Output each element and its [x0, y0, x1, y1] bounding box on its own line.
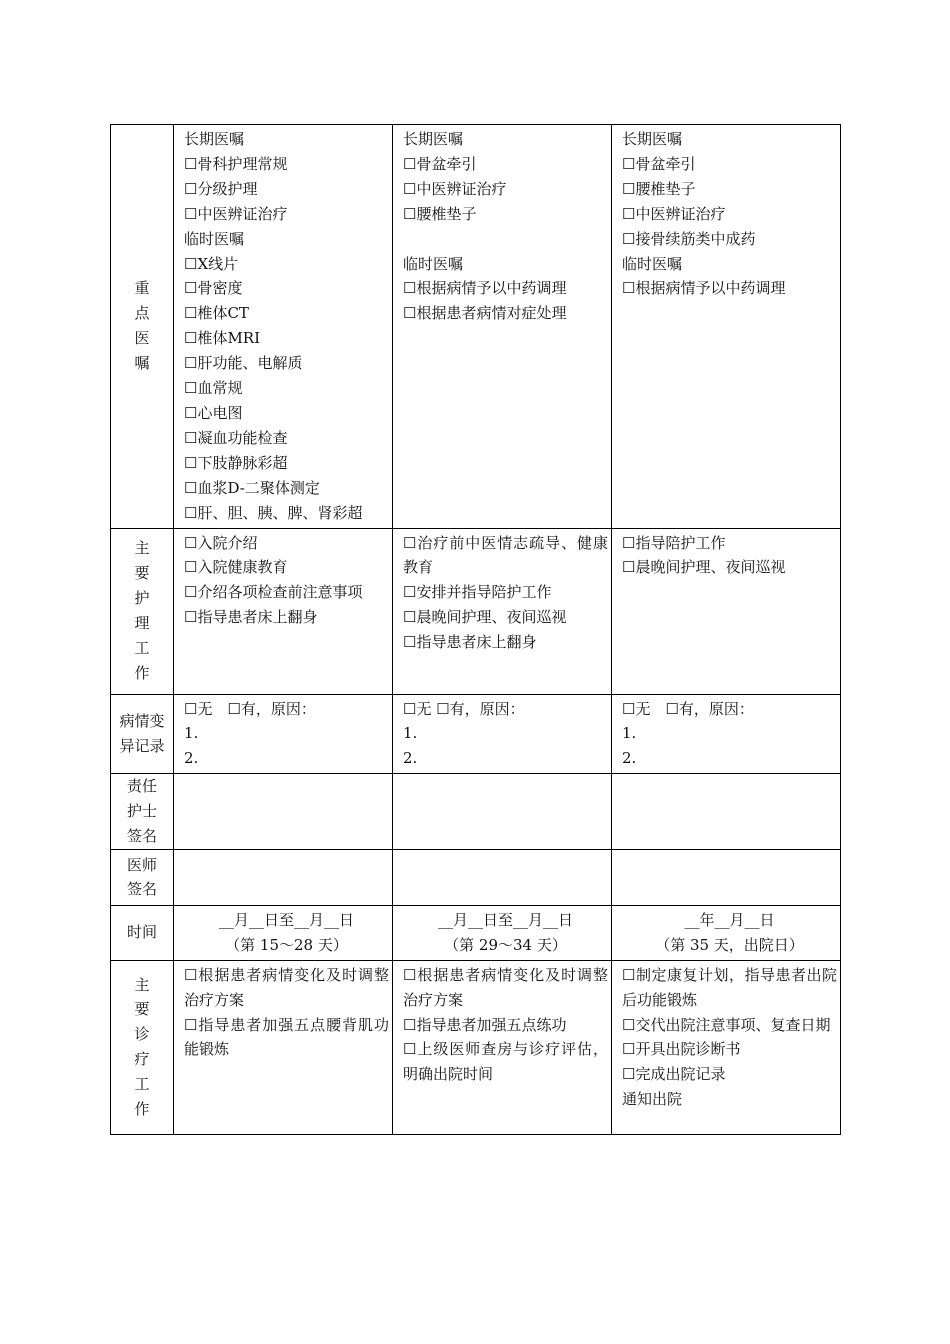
date-range[interactable]: __月__日至__月__日: [218, 910, 354, 929]
clinical-pathway-table: [110, 124, 841, 1135]
treatment-item[interactable]: ☐制定康复计划，指导患者出院后功能锻炼: [622, 965, 837, 1009]
nursing-day1-cell: [174, 528, 393, 694]
variance-choice[interactable]: ☐无 ☐有，原因：: [622, 699, 754, 718]
time-label-text: 时间: [126, 923, 157, 942]
variance-row-label: [111, 694, 174, 774]
variance-day2-cell: [393, 694, 612, 774]
order-item[interactable]: ☐骨科护理常规: [184, 154, 288, 173]
nursing-item[interactable]: ☐安排并指导陪护工作: [403, 583, 552, 602]
day-span: （第 29～34 天）: [444, 935, 567, 954]
nursing-item[interactable]: ☐治疗前中医情志疏导、健康教育: [403, 533, 608, 577]
order-item[interactable]: ☐中医辨证治疗: [184, 204, 288, 223]
order-item[interactable]: ☐椎体MRI: [184, 329, 261, 348]
order-item[interactable]: ☐中医辨证治疗: [403, 179, 507, 198]
order-item[interactable]: ☐血常规: [184, 379, 243, 398]
treatment-item[interactable]: ☐根据患者病情变化及时调整治疗方案: [403, 965, 608, 1009]
treatment-item[interactable]: ☐根据患者病情变化及时调整治疗方案: [184, 965, 389, 1009]
doctor-sign-label-text: 医师签名: [126, 855, 157, 899]
time-day2-cell: [393, 905, 612, 960]
nurse-sign-label: [111, 774, 174, 850]
order-item[interactable]: ☐接骨续筋类中成药: [622, 229, 756, 248]
doctor-signature-field[interactable]: [174, 849, 393, 905]
orders-row: [111, 125, 841, 529]
time-day1-cell: [174, 905, 393, 960]
order-item[interactable]: ☐根据病情予以中药调理: [622, 279, 786, 298]
nurse-sign-label-text: 责任护士签名: [126, 777, 157, 846]
day-span: （第 35 天，出院日）: [655, 935, 804, 954]
order-item[interactable]: ☐X线片: [184, 254, 239, 273]
time-day3-cell: [612, 905, 841, 960]
order-item[interactable]: ☐骨盆牵引: [403, 154, 477, 173]
order-item[interactable]: ☐骨盆牵引: [622, 154, 696, 173]
treatment-item[interactable]: ☐交代出院注意事项、复查日期: [622, 1015, 831, 1034]
treatment-item[interactable]: ☐上级医师查房与诊疗评估，明确出院时间: [403, 1040, 608, 1084]
order-item[interactable]: ☐下肢静脉彩超: [184, 453, 288, 472]
nursing-item[interactable]: ☐入院健康教育: [184, 558, 288, 577]
nursing-row-label: [111, 528, 174, 694]
order-item[interactable]: ☐中医辨证治疗: [622, 204, 726, 223]
order-item[interactable]: ☐心电图: [184, 403, 243, 422]
treatment-item: 通知出院: [622, 1090, 683, 1109]
order-item-spacer: [403, 227, 608, 252]
order-item: 临时医嘱: [184, 229, 245, 248]
order-item: 长期医嘱: [184, 130, 245, 148]
variance-label-text: 病情变异记录: [119, 711, 165, 755]
variance-reason-2[interactable]: 2.: [184, 749, 199, 768]
doctor-sign-row: [111, 849, 841, 905]
nursing-item[interactable]: ☐介绍各项检查前注意事项: [184, 583, 363, 602]
doctor-signature-field[interactable]: [612, 849, 841, 905]
nursing-day2-cell: [393, 528, 612, 694]
order-item: 临时医嘱: [622, 254, 683, 273]
nursing-item[interactable]: ☐晨晚间护理、夜间巡视: [403, 608, 567, 627]
variance-reason-1[interactable]: 1.: [184, 724, 199, 743]
orders-day2-cell: [393, 125, 612, 529]
nursing-day3-cell: [612, 528, 841, 694]
treatment-item[interactable]: ☐完成出院记录: [622, 1065, 726, 1084]
nurse-signature-field[interactable]: [393, 774, 612, 850]
nursing-item[interactable]: ☐指导患者床上翻身: [403, 633, 537, 652]
treatment-day2-cell: [393, 960, 612, 1134]
time-row: [111, 905, 841, 960]
treatment-day1-cell: [174, 960, 393, 1134]
order-item[interactable]: ☐凝血功能检查: [184, 428, 288, 447]
order-item[interactable]: ☐血浆D-二聚体测定: [184, 478, 320, 497]
order-item[interactable]: ☐骨密度: [184, 279, 243, 298]
variance-reason-1[interactable]: 1.: [622, 724, 637, 743]
variance-day1-cell: [174, 694, 393, 774]
variance-reason-2[interactable]: 2.: [622, 749, 637, 768]
order-item[interactable]: ☐椎体CT: [184, 304, 249, 323]
nurse-signature-field[interactable]: [174, 774, 393, 850]
doctor-signature-field[interactable]: [393, 849, 612, 905]
treatment-day3-cell: [612, 960, 841, 1134]
order-item[interactable]: ☐腰椎垫子: [403, 204, 477, 223]
order-item[interactable]: ☐根据患者病情对症处理: [403, 304, 567, 323]
nursing-item[interactable]: ☐入院介绍: [184, 533, 258, 552]
variance-day3-cell: [612, 694, 841, 774]
order-item[interactable]: ☐肝、胆、胰、脾、肾彩超: [184, 503, 363, 522]
orders-day3-cell: [612, 125, 841, 529]
nursing-item[interactable]: ☐晨晚间护理、夜间巡视: [622, 558, 786, 577]
nurse-sign-row: [111, 774, 841, 850]
date-range[interactable]: __年__月__日: [684, 910, 775, 929]
treatment-item[interactable]: ☐开具出院诊断书: [622, 1040, 741, 1059]
order-item: 临时医嘱: [403, 254, 464, 273]
variance-reason-1[interactable]: 1.: [403, 724, 418, 743]
order-item: 长期医嘱: [622, 130, 683, 148]
nursing-item[interactable]: ☐指导陪护工作: [622, 533, 726, 552]
order-item[interactable]: ☐肝功能、电解质: [184, 354, 303, 373]
treatment-item[interactable]: ☐指导患者加强五点练功: [403, 1015, 567, 1034]
orders-row-label: [111, 125, 174, 529]
order-item[interactable]: ☐根据病情予以中药调理: [403, 279, 567, 298]
nursing-item[interactable]: ☐指导患者床上翻身: [184, 608, 318, 627]
orders-day1-cell: [174, 125, 393, 529]
nursing-label-text: 主要护理工作: [134, 539, 150, 682]
treatment-row-label: [111, 960, 174, 1134]
time-label: [111, 905, 174, 960]
variance-choice[interactable]: ☐无 ☐有，原因：: [184, 699, 316, 718]
variance-choice[interactable]: ☐无 ☐有，原因：: [403, 699, 525, 718]
treatment-item[interactable]: ☐指导患者加强五点腰背肌功能锻炼: [184, 1015, 389, 1059]
treatment-label-text: 主要诊疗工作: [134, 975, 150, 1119]
variance-row: [111, 694, 841, 774]
nursing-row: [111, 528, 841, 694]
variance-reason-2[interactable]: 2.: [403, 749, 418, 768]
date-range[interactable]: __月__日至__月__日: [437, 910, 573, 929]
order-item: 长期医嘱: [403, 130, 464, 148]
doctor-sign-label: [111, 849, 174, 905]
nurse-signature-field[interactable]: [612, 774, 841, 850]
order-item[interactable]: ☐分级护理: [184, 179, 258, 198]
orders-label-text: 重点医嘱: [134, 279, 150, 373]
treatment-row: [111, 960, 841, 1134]
order-item[interactable]: ☐腰椎垫子: [622, 179, 696, 198]
day-span: （第 15～28 天）: [225, 935, 348, 954]
